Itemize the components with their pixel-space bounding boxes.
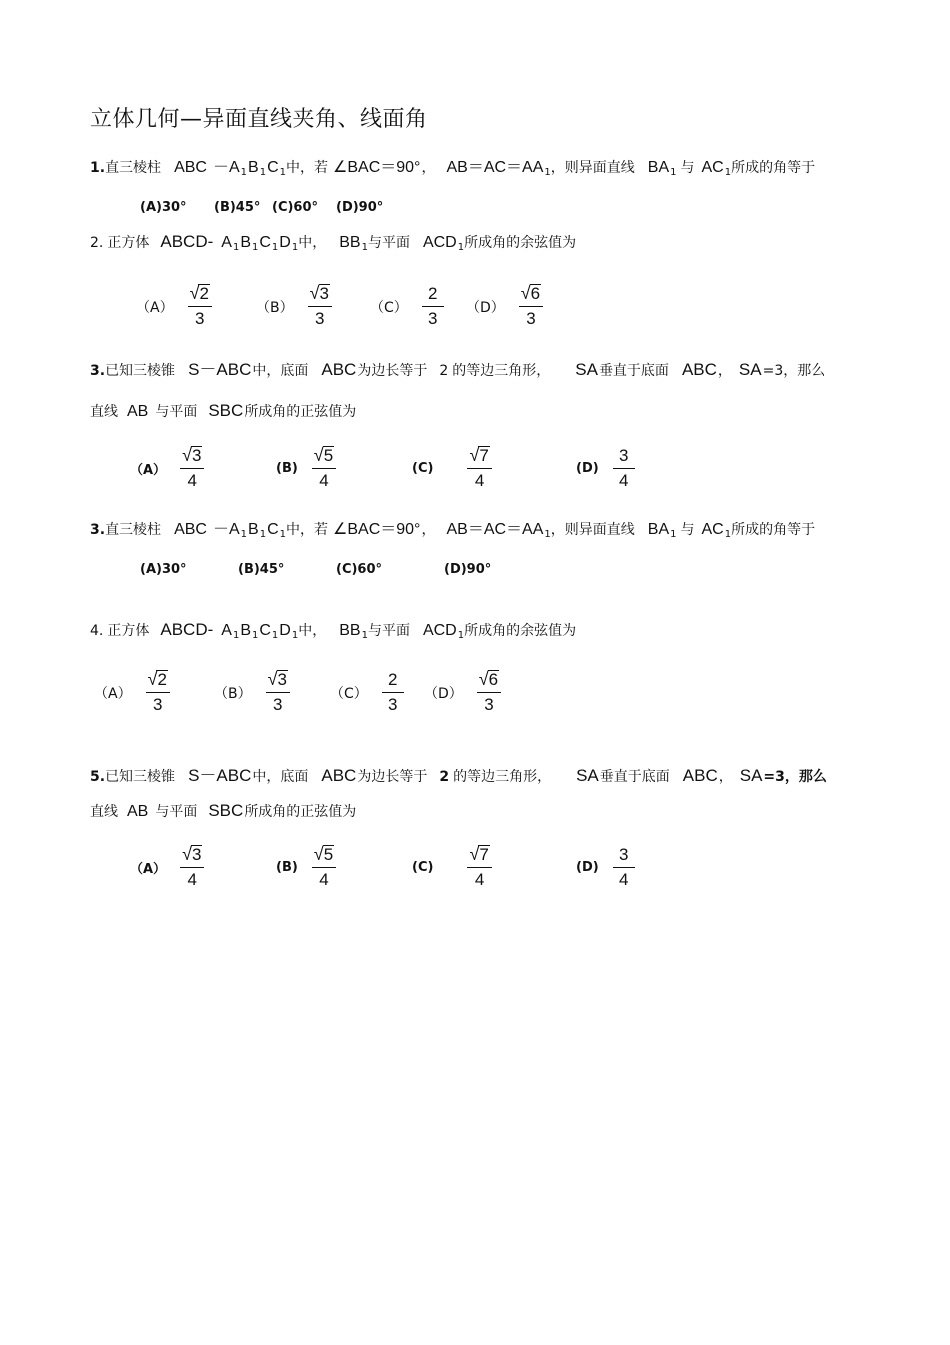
option-d[interactable]: (D)90° — [336, 200, 384, 215]
denominator: 4 — [618, 471, 629, 490]
q-text: 已知三棱锥 — [105, 769, 176, 785]
math: 2 — [439, 769, 450, 785]
q-text: 直线 — [90, 804, 118, 820]
page-title: 立体几何—异面直线夹角、线面角 — [90, 107, 428, 132]
q-text: 直线 — [90, 404, 118, 420]
choice-c[interactable] — [412, 446, 492, 491]
choice-d[interactable] — [424, 670, 501, 715]
math: SA — [576, 766, 599, 785]
denominator: 3 — [526, 309, 536, 328]
choice-a[interactable] — [94, 670, 170, 715]
question-3b-options — [140, 562, 491, 577]
radicand: 5 — [323, 446, 334, 465]
choice-label: (C) — [412, 860, 434, 875]
choice-c[interactable] — [412, 845, 492, 890]
subscript: 1 — [232, 242, 240, 253]
choice-b[interactable] — [276, 446, 336, 491]
question-number: 3. — [90, 522, 106, 538]
subscript: 1 — [361, 630, 368, 641]
fraction: √ 3 3 — [308, 284, 332, 329]
fraction: √ 7 4 — [467, 845, 491, 890]
math: B — [248, 159, 259, 176]
q-text: 所成角的余弦值为 — [464, 623, 577, 639]
radicand: 3 — [191, 446, 202, 465]
fraction: √ 2 3 — [188, 284, 212, 329]
denominator: 3 — [484, 695, 494, 714]
radicand: 6 — [530, 284, 541, 303]
subscript: 1 — [279, 529, 287, 540]
q-text: 中，若 — [286, 522, 329, 538]
q-text: 的等边三角形， — [453, 769, 552, 785]
math: C — [267, 521, 279, 538]
fraction — [382, 670, 404, 715]
subscript: 1 — [259, 167, 267, 178]
math: ACD — [422, 234, 457, 251]
radicand: 2 — [157, 670, 167, 689]
q-text: ， — [421, 522, 436, 538]
q-text: 直三棱柱 — [105, 160, 162, 176]
subscript: 1 — [240, 167, 248, 178]
q-text: 中， — [298, 235, 327, 251]
q-text: 中，若 — [286, 160, 329, 176]
math: ABC — [681, 360, 717, 379]
subscript: 1 — [291, 242, 299, 253]
choice-label: （D） — [424, 685, 463, 702]
q-text: ，则异面直线 — [550, 522, 635, 538]
q-text: 所成的角等于 — [731, 522, 816, 538]
numerator: 3 — [613, 845, 635, 868]
fraction: √ 2 3 — [146, 670, 170, 715]
q-text: 与 — [680, 522, 695, 538]
math: AB — [127, 403, 149, 420]
math: A — [221, 622, 232, 639]
math: BB — [339, 234, 361, 251]
question-number: 3. — [90, 363, 106, 379]
q-text: 正方体 — [107, 623, 150, 639]
q-text: =3，那么 — [763, 769, 827, 785]
choice-b[interactable] — [276, 845, 336, 890]
choice-label: （A） — [136, 299, 174, 316]
math: ∠BAC＝90° — [333, 159, 421, 176]
fraction: √ 5 4 — [312, 446, 336, 491]
choice-label: （B） — [214, 685, 252, 702]
math: ABC — [321, 360, 357, 379]
math: BA — [647, 521, 670, 538]
q-text: 正方体 — [107, 235, 150, 251]
choice-b[interactable] — [214, 670, 290, 715]
math: S－ABC — [188, 766, 252, 785]
math: ABC — [174, 521, 207, 538]
subscript: 1 — [670, 167, 677, 178]
subscript: 1 — [724, 167, 732, 178]
subscript: 1 — [544, 167, 551, 178]
math: ∠BAC＝90° — [333, 521, 421, 538]
option-c[interactable]: (C)60° — [272, 200, 319, 215]
subscript: 1 — [291, 630, 299, 641]
denominator: 4 — [474, 870, 485, 889]
math: 2 — [439, 363, 449, 379]
math: B — [240, 234, 251, 251]
math: SBC — [208, 401, 244, 420]
question-3b-line — [90, 520, 815, 545]
option-a[interactable]: (A)30° — [140, 562, 187, 577]
math: BA — [647, 159, 670, 176]
math: AB＝AC＝AA — [446, 521, 544, 538]
choice-label: (D) — [576, 860, 599, 875]
fraction — [613, 446, 635, 491]
subscript: 1 — [232, 630, 240, 641]
radicand: 6 — [488, 670, 499, 689]
math: B — [240, 622, 251, 639]
choice-label: (B) — [276, 860, 298, 875]
math: SA — [739, 766, 763, 785]
denominator: 4 — [618, 870, 629, 889]
q-text: 所成角的余弦值为 — [464, 235, 577, 251]
q-text: 与平面 — [155, 804, 198, 820]
math: B — [248, 521, 259, 538]
question-1-options — [140, 200, 383, 215]
radicand: 5 — [323, 845, 334, 864]
math: AB＝AC＝AA — [446, 159, 544, 176]
math: SBC — [208, 801, 244, 820]
option-b[interactable]: (B)45° — [214, 200, 261, 215]
q-text: 为边长等于 — [357, 363, 428, 379]
q-text: 中， — [298, 623, 327, 639]
choice-c[interactable] — [370, 284, 444, 329]
denominator: 4 — [319, 471, 329, 490]
q-text: 直三棱柱 — [105, 522, 162, 538]
choice-b[interactable] — [256, 284, 332, 329]
subscript: 1 — [271, 630, 279, 641]
choice-label: （A） — [94, 685, 132, 702]
math: －A — [212, 521, 240, 538]
q-text: 中，底面 — [252, 363, 309, 379]
subscript: 1 — [251, 242, 259, 253]
math: C — [259, 622, 271, 639]
option-c[interactable]: (C)60° — [336, 562, 383, 577]
choice-label: （A） — [130, 862, 167, 877]
fraction: √ 3 4 — [180, 845, 204, 890]
q-text: ，则异面直线 — [550, 160, 635, 176]
math: ABC — [682, 766, 718, 785]
radicand: 7 — [479, 446, 489, 465]
radicand: 7 — [479, 845, 489, 864]
math: BB — [339, 622, 361, 639]
fraction — [613, 845, 635, 890]
math: ABC — [321, 766, 357, 785]
subscript: 1 — [457, 242, 465, 253]
numerator: 2 — [422, 284, 444, 307]
choice-label: （A） — [130, 463, 167, 478]
choice-d[interactable] — [466, 284, 543, 329]
choice-label: (B) — [276, 461, 298, 476]
subscript: 1 — [457, 630, 465, 641]
fraction — [422, 284, 444, 329]
denominator: 3 — [195, 309, 205, 328]
math: ABC — [174, 159, 207, 176]
math: －A — [212, 159, 240, 176]
denominator: 3 — [153, 695, 163, 714]
question-number: 1. — [90, 160, 106, 176]
math: ABCD- — [160, 620, 214, 639]
option-a[interactable]: (A)30° — [140, 200, 187, 215]
choice-a[interactable] — [136, 284, 212, 329]
fraction: √ 3 4 — [180, 446, 204, 491]
q-text: ， — [718, 769, 733, 785]
math: C — [267, 159, 279, 176]
choice-d[interactable] — [576, 845, 635, 890]
q-text: ， — [717, 363, 732, 379]
option-d[interactable]: (D)90° — [444, 562, 492, 577]
math: A — [221, 234, 232, 251]
choice-label: （C） — [370, 299, 408, 316]
subscript: 1 — [670, 529, 677, 540]
denominator: 3 — [428, 309, 438, 328]
q-text: 与平面 — [155, 404, 198, 420]
math: C — [259, 234, 271, 251]
q-text: 垂直于底面 — [598, 363, 669, 379]
denominator: 4 — [474, 471, 485, 490]
q-text: ， — [421, 160, 436, 176]
subscript: 1 — [544, 529, 551, 540]
fraction: √ 6 3 — [519, 284, 543, 329]
fraction: √ 3 3 — [266, 670, 290, 715]
denominator: 4 — [187, 471, 197, 490]
fraction: √ 6 3 — [477, 670, 501, 715]
q-text: 为边长等于 — [357, 769, 428, 785]
radicand: 3 — [191, 845, 202, 864]
question-4-line — [90, 620, 576, 646]
question-5-line — [90, 766, 827, 787]
subscript: 1 — [279, 167, 287, 178]
question-number: 2. — [90, 235, 104, 251]
question-3a-line — [90, 360, 825, 381]
math: AC — [701, 159, 724, 176]
radicand: 3 — [277, 670, 287, 689]
denominator: 3 — [388, 695, 398, 714]
choice-a[interactable] — [130, 446, 204, 491]
choice-label: (D) — [576, 461, 599, 476]
math: AC — [701, 521, 724, 538]
subscript: 1 — [251, 630, 259, 641]
math: SA — [575, 360, 598, 379]
choice-label: （B） — [256, 299, 294, 316]
math: D — [279, 234, 291, 251]
subscript: 1 — [724, 529, 732, 540]
math: AB — [127, 803, 149, 820]
q-text: 与平面 — [367, 623, 410, 639]
denominator: 3 — [273, 695, 283, 714]
radicand: 2 — [199, 284, 209, 303]
math: SA — [738, 360, 762, 379]
choice-label: (C) — [412, 461, 434, 476]
q-text: 与平面 — [367, 235, 410, 251]
subscript: 1 — [361, 242, 368, 253]
question-5-line-2 — [90, 801, 356, 822]
choice-c[interactable] — [330, 670, 404, 715]
choice-label: （D） — [466, 299, 505, 316]
denominator: 4 — [319, 870, 329, 889]
choice-a[interactable] — [130, 845, 204, 890]
choice-label: （C） — [330, 685, 368, 702]
q-text: 已知三棱锥 — [105, 363, 176, 379]
q-text: 与 — [680, 160, 695, 176]
fraction: √ 5 4 — [312, 845, 336, 890]
question-number: 5. — [90, 769, 106, 785]
choice-d[interactable] — [576, 446, 635, 491]
denominator: 3 — [315, 309, 325, 328]
math: ABCD- — [160, 232, 214, 251]
math: D — [279, 622, 291, 639]
q-text: 所成角的正弦值为 — [244, 404, 357, 420]
math: S－ABC — [188, 360, 252, 379]
subscript: 1 — [259, 529, 267, 540]
denominator: 4 — [187, 870, 197, 889]
question-2-line — [90, 232, 576, 258]
question-1-line — [90, 158, 815, 183]
q-text: 所成的角等于 — [731, 160, 816, 176]
subscript: 1 — [240, 529, 248, 540]
q-text: 的等边三角形， — [452, 363, 551, 379]
q-text: 中，底面 — [252, 769, 309, 785]
q-text: 所成角的正弦值为 — [244, 804, 357, 820]
subscript: 1 — [271, 242, 279, 253]
question-number: 4. — [90, 623, 104, 639]
radicand: 3 — [319, 284, 329, 303]
numerator: 2 — [382, 670, 404, 693]
q-text: =3，那么 — [762, 363, 826, 379]
numerator: 3 — [613, 446, 635, 469]
option-b[interactable]: (B)45° — [238, 562, 285, 577]
q-text: 垂直于底面 — [599, 769, 670, 785]
fraction: √ 7 4 — [467, 446, 491, 491]
question-3a-line-2 — [90, 401, 356, 422]
math: ACD — [422, 622, 457, 639]
